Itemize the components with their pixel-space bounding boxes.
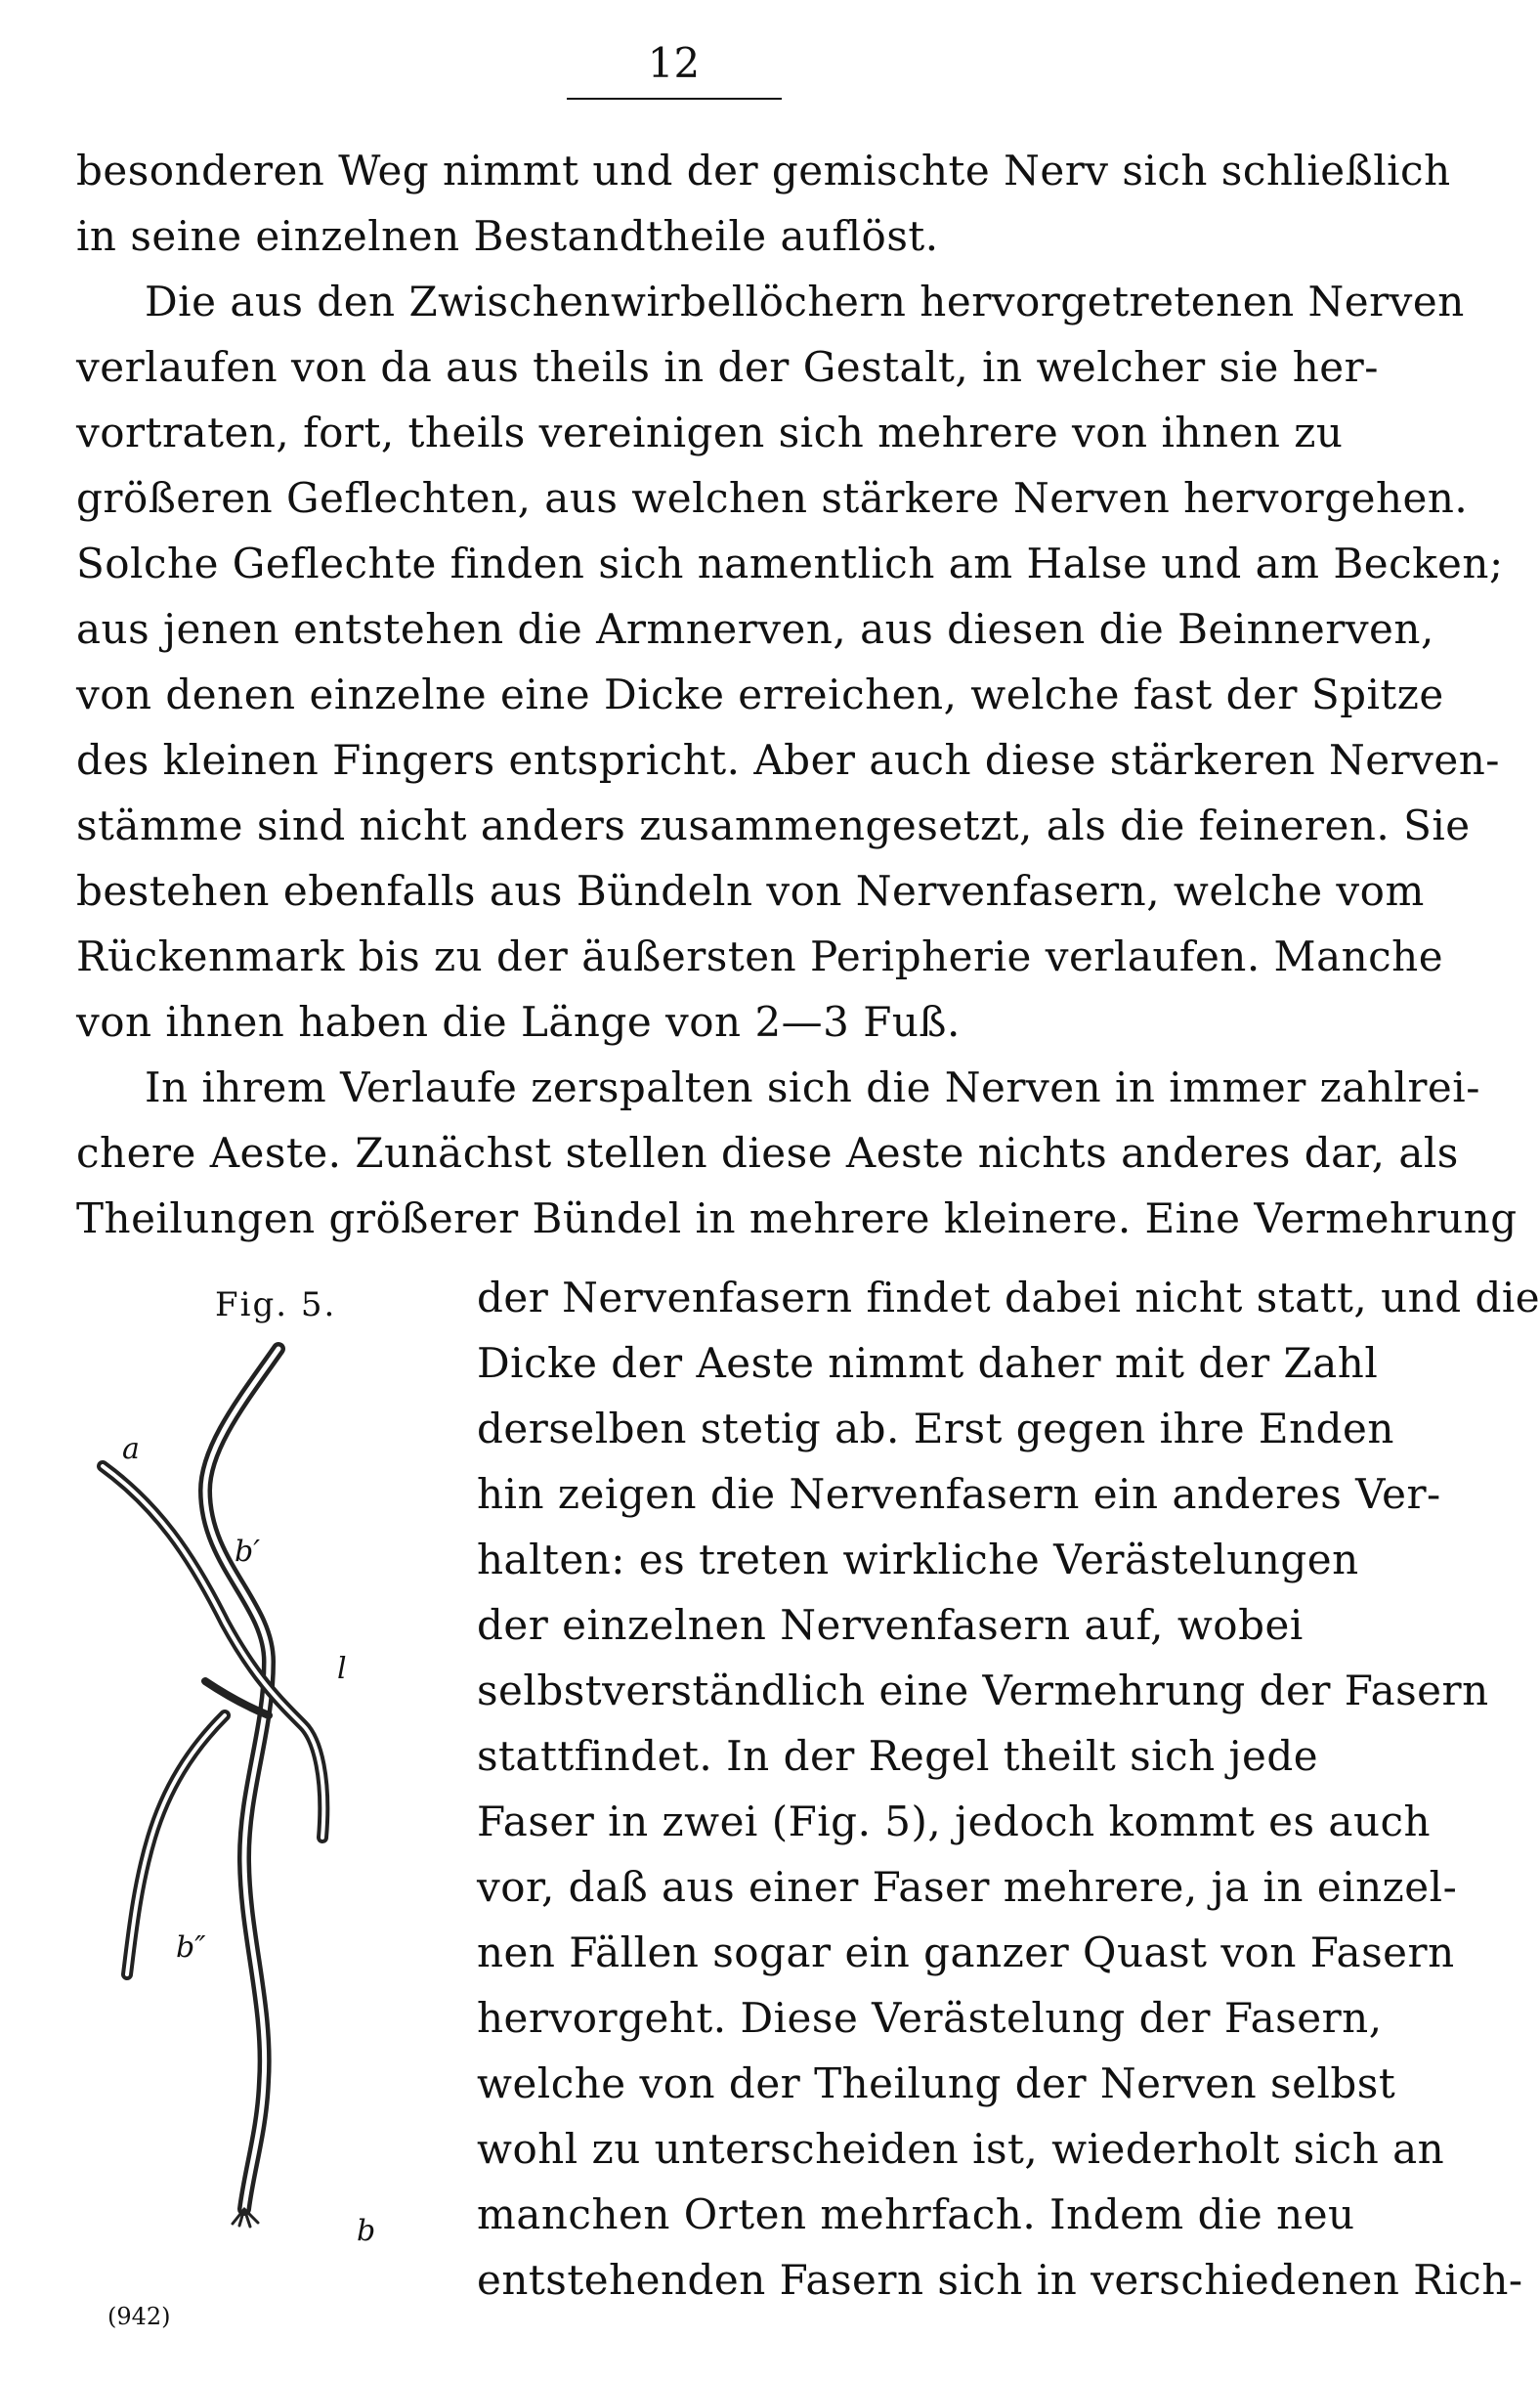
text-line: bestehen ebenfalls aus Bündeln von Nervenfasern, welche vom xyxy=(76,867,1425,915)
right-column-text-line: stattfindet. In der Regel theilt sich jede xyxy=(477,1732,1319,1780)
text-line: von denen einzelne eine Dicke erreichen, welche fast der Spitze xyxy=(76,671,1444,718)
figure-mark-b-prime: b′ xyxy=(235,1535,261,1569)
right-column-text-line: hin zeigen die Nervenfasern ein anderes Ver- xyxy=(477,1470,1441,1518)
right-column-text-line: manchen Orten mehrfach. Indem die neu xyxy=(477,2190,1355,2238)
figure-mark-b: b xyxy=(357,2214,376,2248)
page-number: 12 xyxy=(647,39,701,87)
nerve-fiber-end-tuft xyxy=(233,2209,258,2227)
text-line: Theilungen größerer Bündel in mehrere kleinere. Eine Vermehrung xyxy=(76,1194,1518,1242)
footer-code: (942) xyxy=(107,2303,171,2330)
nerve-fiber-connector xyxy=(205,1681,269,1715)
text-line: aus jenen entstehen die Armnerven, aus diesen die Beinnerven, xyxy=(76,605,1434,653)
nerve-fiber-drawing xyxy=(98,1329,469,2229)
text-line: des kleinen Fingers entspricht. Aber auch diese stärkeren Nerven- xyxy=(76,736,1500,784)
text-line: stämme sind nicht anders zusammengesetzt, als die feineren. Sie xyxy=(76,801,1471,849)
text-line: von ihnen haben die Länge von 2—3 Fuß. xyxy=(76,998,961,1046)
text-line: Solche Geflechte finden sich namentlich am Halse und am Becken; xyxy=(76,540,1504,587)
text-line: In ihrem Verlaufe zerspalten sich die Nerven in immer zahlrei- xyxy=(145,1063,1480,1111)
figure-mark-a: a xyxy=(122,1432,140,1466)
right-column-text-line: selbstverständlich eine Vermehrung der Fasern xyxy=(477,1667,1489,1714)
text-line: chere Aeste. Zunächst stellen diese Aeste nichts anderes dar, als xyxy=(76,1129,1459,1177)
nerve-fiber-upper-right xyxy=(205,1349,278,2209)
right-column-text-line: der Nervenfasern findet dabei nicht statt, und die xyxy=(477,1274,1540,1321)
right-column-text-line: nen Fällen sogar ein ganzer Quast von Fasern xyxy=(477,1928,1455,1976)
text-line: in seine einzelnen Bestandtheile auflöst. xyxy=(76,212,939,260)
figure-5-nerve-illustration xyxy=(98,1329,469,2248)
right-column-text-line: Dicke der Aeste nimmt daher mit der Zahl xyxy=(477,1339,1379,1387)
right-column-text-line: vor, daß aus einer Faser mehrere, ja in einzel- xyxy=(477,1863,1458,1911)
figure-label: Fig. 5. xyxy=(215,1285,337,1324)
text-line: vortraten, fort, theils vereinigen sich mehrere von ihnen zu xyxy=(76,409,1344,456)
figure-mark-b-double: b″ xyxy=(176,1930,206,1965)
text-line: verlaufen von da aus theils in der Gestalt, in welcher sie her- xyxy=(76,343,1379,391)
right-column-text-line: der einzelnen Nervenfasern auf, wobei xyxy=(477,1601,1304,1649)
right-column-text-line: halten: es treten wirkliche Verästelungen xyxy=(477,1536,1359,1583)
text-line: Die aus den Zwischenwirbellöchern hervorgetretenen Nerven xyxy=(145,278,1465,325)
text-line: Rückenmark bis zu der äußersten Peripherie verlaufen. Manche xyxy=(76,932,1444,980)
right-column-text-line: entstehenden Fasern sich in verschiedenen Rich- xyxy=(477,2256,1523,2304)
text-line: besonderen Weg nimmt und der gemischte Nerv sich schließlich xyxy=(76,147,1451,195)
right-column-text-line: hervorgeht. Diese Verästelung der Fasern, xyxy=(477,1994,1383,2042)
right-column-text-line: derselben stetig ab. Erst gegen ihre Enden xyxy=(477,1405,1394,1452)
header-rule xyxy=(567,98,782,100)
text-line: größeren Geflechten, aus welchen stärkere Nerven hervorgehen. xyxy=(76,474,1469,522)
right-column-text-line: Faser in zwei (Fig. 5), jedoch kommt es auch xyxy=(477,1797,1432,1845)
figure-mark-l: l xyxy=(337,1652,347,1686)
right-column-text-line: welche von der Theilung der Nerven selbst xyxy=(477,2059,1396,2107)
right-column-text-line: wohl zu unterscheiden ist, wiederholt sich an xyxy=(477,2125,1445,2173)
